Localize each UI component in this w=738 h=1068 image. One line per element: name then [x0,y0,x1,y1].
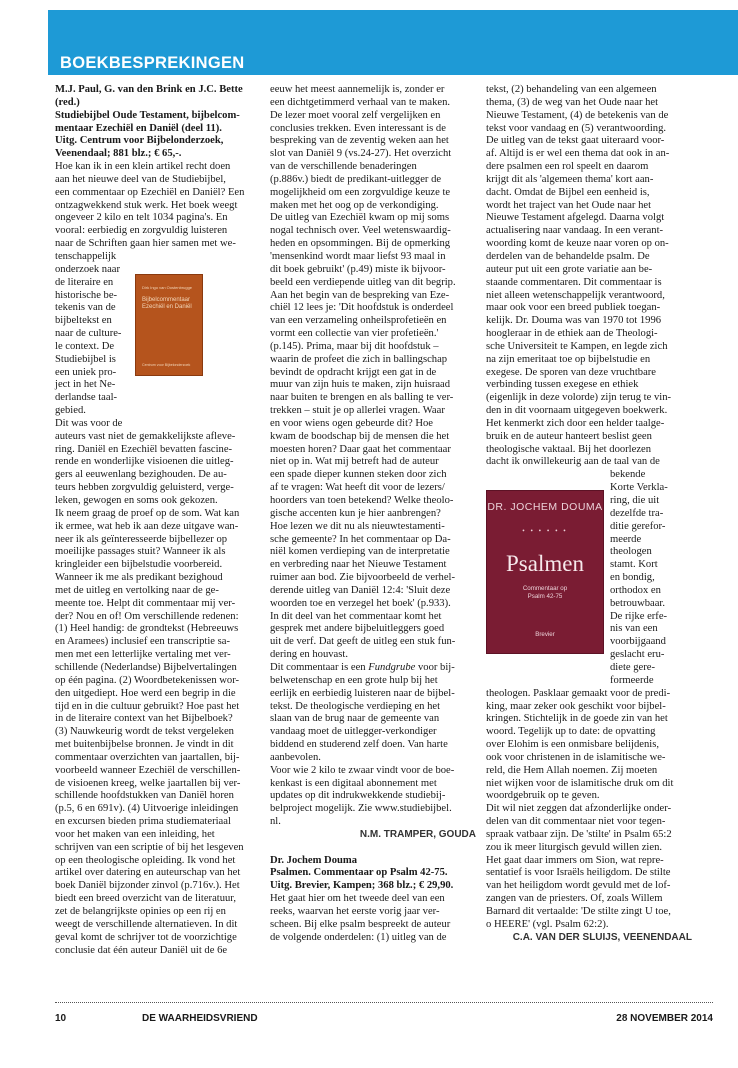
text-line: Voor wie 2 kilo te zwaar vindt voor de boe- [270,764,455,776]
text-line: een uniek pro- [55,366,117,378]
text-line: aanbevolen. [270,751,321,763]
text-line: bevindt de opdracht krijgt een gat in de [270,366,437,378]
text-line: bijbeltekst en [55,315,112,327]
text-line: voor het maken van een inleiding, het [55,828,215,840]
text-line: betrouwbaar. [610,597,666,609]
text-line: meente toe. Helpt dit commentaar mij ver- [55,597,236,609]
text-line: Studiebijbel is [55,353,116,365]
text-line: gesprek met andere bijbeluitleggers goed [270,623,445,635]
text-line: dit boek gebruikt' (p.49) miste ik bijvoor- [270,263,446,275]
text-line: scheen. Bij elke psalm bespreekt de auteur [270,918,451,930]
text-line: Het gaat hier om het tweede deel van een [270,893,445,905]
text-line: muur van zijn huis te maken, zijn huisraad [270,379,451,391]
text-line: niet op in. Wat mij betreft had de auteur [270,456,439,468]
text-line: gische accenten kun je hier aanbrengen? [270,507,441,519]
text-line: In dit deel van het commentaar komt het [270,610,442,622]
text-line: meerde [610,533,642,545]
text-line: over Elohim is een onmisbare belijdenis, [486,739,659,751]
text-line: onderzoek naar [55,263,120,275]
text-line: voorbijgaand [610,636,666,648]
text-line: (1) Heel handig: de grondtekst (Hebreeuws [55,623,239,635]
text-line: (3) Nauwkeurig wordt de tekst vergeleken [55,726,234,738]
text-line: boek Daniël bijzonder zinvol (p.716v.). Het [55,880,240,892]
text-line: dacht. Omdat de Bijbel een eenheid is, [486,186,650,198]
cover-title: Psalmen [506,551,584,576]
text-line: sentatief is voor Israëls heiligdom. De stilte [486,867,671,879]
text-line: hoorders van toen betekend? Welke theolo- [270,495,454,506]
text-line: naar buiten te brengen en als balling te ver- [270,392,454,404]
text-line: tekenis van de [55,302,116,314]
text-line: auteurs vast niet de gemakkelijkste aflevе- [55,430,236,442]
text-line: bekende [610,469,646,481]
text-line: Wanneer ik me als predikant bezighoud [55,572,223,584]
text-line: ongeveer 2 kilo en telt 1034 pagina's. En [55,212,228,224]
text-line: sche Universiteit te Kampen, en legde zich [486,340,668,352]
text-line: auteur put uit een grote variatie aan be- [486,263,653,275]
cover-author: Dirk Ingo van Oostenbrugge [142,285,193,290]
magazine-name: DE WAARHEIDSVRIEND [142,1013,258,1024]
text-line: na zijn emeritaat toe op bijbelstudie en [486,353,651,365]
text-line: thema, (3) de weg van het Oude naar het [486,96,659,108]
cover-title: Bijbelcommentaar Ezechiël en Daniël [142,297,192,310]
text-line: van een verzameling onheilsprofetieën en [270,315,447,327]
text-line: theologen. Pasklaar gemaakt voor de predi- [486,687,671,699]
text-line: der? Nou en of! Om verschillende redenen: [55,610,239,622]
cover-imprint: Centrum voor Bijbelonderzoek [142,363,191,367]
text-line: eerlijk en eerbiedig luisteren naar de bijbel- [270,687,455,699]
text-line: De uitleg van Ezechiël kwam op mij soms [270,212,450,224]
text-line: le context. De [55,340,115,352]
text-line: theologische vaktaal. Bij het doorlezen [486,443,652,455]
text-line: derdelen van de behandelde psalm. De [486,250,650,262]
text-line: naar de Schriften gaan hier samen met we- [55,238,236,250]
text-line: kringen. Stichtelijk in de goede zin van het [486,713,668,725]
text-line: verbinding tussen exegese en ethiek [486,379,639,391]
text-line: af. Altijd is er wel een thema dat ook in an- [486,148,670,160]
text-line: en bondig, [610,572,655,584]
text-line: ontzagwekkend stuk werk. Het boek weegt [55,199,238,211]
text-line: slot van Daniël 9 (vs.24-27). Het overzicht [270,148,452,160]
text-line: belproject mogelijk. Zie www.studiebijbel. [270,803,452,815]
text-line: voorbeeld wanneer Ezechiël de verschillen- [55,764,241,776]
text-line: Aan het begin van de bespreking van Eze- [270,289,450,301]
text-line: men met een letterlijke vertaling met ver- [55,649,231,661]
text-line: delen van dit commentaar niet voor tegen- [486,816,666,828]
text-line: mogelijkheid om een zorgvuldige keuze te [270,186,451,198]
text-line: staande commentaren. Dit commentaar is [486,276,662,288]
text-line: neer ik als geïnteresseerde bijbellezer op [55,533,228,545]
text-line: Nieuwe Testament afgelegd. Daarna volgt [486,212,665,224]
paragraph-gap [270,842,476,855]
text-line: Dit commentaar is een Fundgrube voor bij- [270,661,455,673]
issue-date: 28 NOVEMBER 2014 [616,1013,713,1024]
text-line: den uitgediept. Hoe werd een begrip in die [55,687,236,699]
text-line: leken, gewogen en soms ook gekozen. [55,495,218,506]
text-line: maar ook voor een breed publiek toegan- [486,302,661,314]
text-line: waarin de profeet die zich in ballingschap [270,353,448,365]
cover-ornament: • • • • • • [522,527,568,535]
text-line: schillende (Nederlandse) Bijbelvertalingen [55,661,237,673]
text-line: reeks, waarvan het eerste vorig jaar ver- [270,906,440,917]
text-line: tekst voor vandaag en (5) verantwoording. [486,122,667,134]
text-line: sche gemeente? In het commentaar op Da- [270,533,451,545]
page-number: 10 [55,1013,67,1024]
text-line: maken met het oog op de verkondiging. [270,199,439,211]
text-line: orthodox en [610,584,661,596]
text-line: kenkast is een digitaal abonnement met [270,777,437,789]
text-line: zou ik meer liturgisch gevuld willen zien. [486,841,663,853]
text-line: ring, die uit [610,495,660,506]
text-line: van de verschillende benaderingen [270,161,417,173]
text-line: commentaar overzichten van jaartallen, bij- [55,751,240,763]
text-line: beeld een verdiepende uitleg van dit begrip. [270,276,456,288]
text-line: moesten horen? Daar gaat het commentaar [270,443,451,455]
text-line: heden en opsommingen. Bij de opmerking [270,238,451,250]
text-line: ject in het Ne- [55,379,116,391]
text-line: historische be- [55,289,118,301]
text-line: teurs hebben zorgvuldig geluisterd, verge- [55,482,234,494]
text-line: stamt. Kort [610,559,658,571]
text-line: biddend en studerend zelf doen. Van harte [270,739,448,751]
text-line: geval komt de schrijver tot de voorzichtige [55,931,237,943]
text-line: gers al eeuwenlang bezighouden. De au- [55,469,227,481]
text-line: op één pagina. (2) Woordbetekenissen wor- [55,674,240,686]
text-line: C.A. VAN DER SLUIJS, VEENENDAAL [512,931,692,943]
text-line: dacht ik onwillekeurig aan de taal van de [486,456,660,468]
text-line: king, maar zeker ook geschikt voor bijbel- [486,700,666,712]
text-line: Korte Verkla- [610,482,668,494]
text-line: De uitleg van de tekst gaat uiteraard voor- [486,135,665,147]
text-line: Studiebijbel Oude Testament, bijbelcom- [55,109,240,121]
text-line: Dr. Jochem Douma [270,854,357,866]
footer-divider [55,1002,713,1003]
text-line: conclusie dat één auteur Daniël uit de 6e [55,944,228,956]
text-line: slaan van de brug naar de gemeente van [270,713,440,725]
article-column-1 [55,84,260,957]
text-line: Psalmen. Commentaar op Psalm 42-75. [270,867,448,879]
text-line: naar de culture- [55,328,122,340]
text-line: niet wijken voor de islamitische druk om dit [486,777,674,789]
text-line: niet alleen wetenschappelijk verantwoord, [486,289,665,301]
text-line: actualisering naar vandaag. In een verant- [486,225,664,237]
text-line: krijgt dit als 'algemeen thema' kort aan- [486,173,654,185]
text-line: schrijven van een scriptie of bij het lesgeven [55,841,244,853]
text-line: met de uitleg en vertolking naar de ge- [55,584,219,596]
text-line: 'mensenkind wordt maar liefst 93 maal in [270,250,446,262]
text-line: artikel over datering en auteurschap van het [55,867,241,879]
text-line: een spade dieper kunnen steken door zich [270,469,447,481]
text-line: woorden toe en verzegel het boek' (p.933). [270,597,451,609]
text-line: conclusies trekken. Even interessant is de [270,122,446,134]
section-title: BOEKBESPREKINGEN [60,54,245,72]
text-line: trekken – stuit je op allerlei vragen. Waar [270,405,445,417]
text-line: schillende hoofdstukken van Daniël horen [55,790,234,802]
text-line: Uitg. Centrum voor Bijbelonderzoek, [55,135,224,147]
text-line: ik ermee, wat heb ik aan deze uitgave wan- [55,520,239,532]
text-line: diete gere- [610,661,655,673]
text-line: van het heiligdom wordt gevuld met de lof- [486,880,671,892]
text-line: geslacht eru- [610,649,665,661]
text-line: dere psalmen een rol speelt en daarom [486,161,649,173]
text-line: moeilijke passages stuit? Wanneer ik als [55,546,226,558]
text-line: tekst, (2) behandeling van een algemeen [486,84,657,95]
text-line: (eigenlijk in deze volorde) zijn terug te vin- [486,392,672,404]
text-line: in de literaire context van het Bijbelboek? [55,713,233,725]
text-line: nl. [270,816,281,828]
text-line: (p.5, 6 en 691v). (4) Uitvoerige inleidingen [55,803,239,815]
text-line: Barnard dit vertaalde: 'De stilte zingt U toe, [486,906,671,917]
text-line: eeuw het meest aannemelijk is, zonder er [270,84,445,95]
text-line: Hoe lezen we dit nu als nieuwtestamenti- [270,520,445,532]
text-line: en voor wiens ogen gebeurde dit? Hoe [270,417,433,429]
text-line: N.M. TRAMPER, GOUDA [359,828,476,840]
text-line: op een theologische opleiding. Ik vond het [55,854,236,866]
text-line: zangen van de priesters. Of, zoals Willem [486,893,663,905]
text-line: bruik en de auteur hanteert beslist geen [486,430,652,442]
text-line: (p.886v.) biedt de predikant-uitlegger de [270,173,442,185]
text-line: ook voor christenen in de islamitische we- [486,751,666,763]
text-line: weegt de verschillende alternatieven. In dit [55,918,238,930]
text-line: woordgebruik op te geven. [486,790,600,802]
text-line: woording komt de keuze naar voren op on- [486,238,669,250]
text-line: Het kenmerkt zich door een helder taalge- [486,417,665,429]
text-line: ruimer aan bod. Zie bijvoorbeeld de verhel- [270,572,456,584]
text-line: nis van een [610,623,658,635]
text-line: de visioenen kreeg, welke jaartallen bij ver- [55,777,241,789]
text-line: (p.145). Prima, maar bij dit hoofdstuk – [270,340,439,352]
text-line: theologen [610,546,652,558]
text-line: een commentaar op Ezechiël en Daniël? Een [55,186,245,198]
text-line: woord. Tegelijk up to date: de opvatting [486,726,656,738]
text-line: tekst. De theologische verdieping en het [270,700,441,712]
text-line: bespreking van de zeventig weken aan het [270,135,449,147]
text-line: zet de belangrijkste opinies op een rij en [55,906,226,917]
text-line: o HEERE' (vgl. Psalm 62:2). [486,918,609,930]
text-line: de volgende onderdelen: (1) uitleg van de [270,931,447,943]
text-line: vormt een collectie van vier profetieën.' [270,328,439,340]
text-line: Hoe kan ik in een klein artikel recht doen [55,161,231,173]
text-line: uit de verf. Dat geeft de uitleg een stuk fun- [270,636,456,648]
text-line: formeerde [610,674,654,686]
text-line: Dit wil niet zeggen dat afzonderlijke onder- [486,803,672,815]
text-line: wordt het traject van het Oude naar het [486,199,652,211]
text-line: Ik neem graag de proef op de som. Wat kan [55,507,240,519]
article-column-2 [270,84,476,945]
text-line: Nieuwe Testament, (4) de betekenis van de [486,109,669,121]
text-line: chiël 12 lees je: 'Dit hoofdstuk is onderdeel [270,302,454,314]
text-line: dering en houvast. [270,649,348,661]
text-line: updates op dit indrukwekkende studiebij- [270,790,446,802]
cover-author: DR. JOCHEM DOUMA [487,501,603,513]
text-line: spraak vatbaar zijn. De 'stilte' in Psalm 65:2 [486,828,672,840]
text-line: een dichtgetimmerd verhaal van te maken. [270,96,451,108]
text-line: dezelfde tra- [610,507,664,519]
text-line: mentaar Ezechiël en Daniël (deel 11). [55,122,222,134]
text-line: ditie gerefor- [610,520,666,532]
text-line: rende en wonderlijke visioenen die uitleg- [55,456,234,468]
text-line: met buitenbijbelse bronnen. Je vindt in dit [55,739,234,751]
text-line: kwam de boodschap bij de mensen die het [270,430,450,442]
text-line: tenschappelijk [55,250,117,262]
text-line: De rijke erfe- [610,610,668,622]
text-line: vooral: eerbiedig en zorgvuldig luisteren [55,225,228,237]
cover-subtitle: Commentaar op Psalm 42-75 [522,585,568,600]
text-line: en Aramees) inclusief een transcriptie sa- [55,636,231,648]
text-line: en verbreding naar het Nieuwe Testament [270,559,447,571]
text-line: de literaire en [55,276,114,288]
text-line: vandaag moet de uitlegger-verkondiger [270,726,437,738]
text-line: Uitg. Brevier, Kampen; 368 blz.; € 29,90. [270,880,454,892]
text-line: belwetenschap en een grote hulp bij het [270,674,438,686]
text-line: hoogleraar in de ethiek aan de Theologi- [486,328,658,340]
text-line: M.J. Paul, G. van den Brink en J.C. Bette [55,84,243,95]
text-line: biedt een breed overzicht van de literatuur, [55,893,237,905]
text-line: den in dit voornaam uitgegeven boekwerk. [486,405,668,417]
text-line: en excursen bieden prima studiemateriaal [55,816,231,828]
text-line: De lezer moet vooral zelf vergelijken en [270,109,441,121]
text-line: (red.) [55,96,80,108]
text-line: kringleider een bijbelstudie voorbereid. [55,559,223,571]
text-line: niël komen verdieping van de interpretatie [270,546,450,558]
text-line: ring. Daniël en Ezechiël bevatten fascine- [55,443,233,455]
text-line: derlandse taal- [55,392,118,404]
text-line: aan het nieuwe deel van de Studiebijbel, [55,173,226,185]
text-line: kelijk. Dr. Douma was van 1970 tot 1996 [486,315,662,327]
text-line: Dit was voor de [55,417,123,429]
text-line: af te vragen: Wat heeft dit voor de lezers/ [270,482,445,494]
text-line: reld, die Hem Allah noemen. Zij moeten [486,764,658,776]
text-line: tijd en in die cultuur gebruikt? Hoe past het [55,700,240,712]
article-column-3 [486,84,692,945]
cover-publisher: Brevier [535,631,555,638]
text-line: Het gaat daar immers om Sion, wat repre- [486,854,664,866]
text-line: Veenendaal; 881 blz.; € 65,-. [55,148,182,160]
text-line: gebied. [55,405,86,417]
text-line: nogal technisch over. Veel wetenswaardig- [270,225,451,237]
text-line: derende uitleg van Daniël 12:4: 'Sluit deze [270,584,451,596]
text-line: exegese. De sporen van deze vruchtbare [486,366,657,378]
